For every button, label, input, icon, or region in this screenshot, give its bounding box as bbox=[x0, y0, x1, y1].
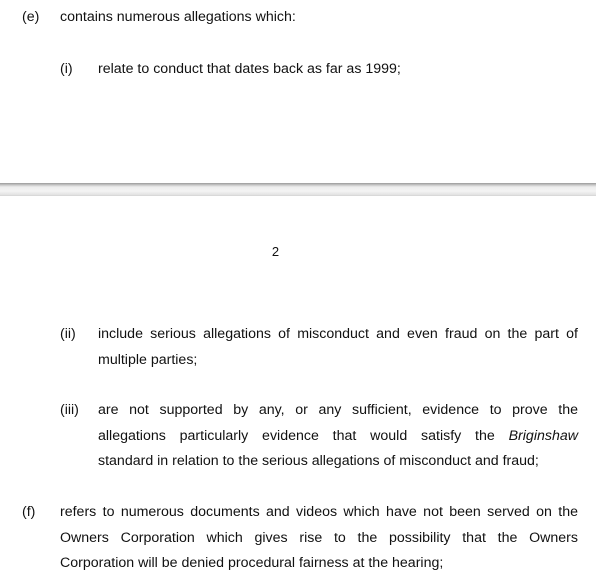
sub-iii-paragraph bbox=[98, 398, 578, 475]
sub-iii-label: (iii) bbox=[60, 402, 79, 418]
sub-ii-line-2: multiple parties; bbox=[98, 351, 198, 368]
item-f-label: (f) bbox=[22, 504, 36, 520]
item-e-text: contains numerous allegations which: bbox=[60, 9, 296, 25]
sub-ii-paragraph bbox=[98, 322, 578, 373]
item-f-line-2: Owners Corporation which gives rise to the possibility that the Owners bbox=[60, 529, 578, 546]
sub-i-text: relate to conduct that dates back as far as 1999; bbox=[98, 61, 401, 77]
sub-iii-line-1: are not supported by any, or any sufficient, evidence to prove the bbox=[98, 402, 578, 418]
sub-i-label: (i) bbox=[60, 61, 73, 77]
sub-iii-line-2-text: allegations particularly evidence that would satisfy the bbox=[98, 427, 509, 444]
page-break-separator bbox=[0, 183, 596, 196]
page-number: 2 bbox=[271, 244, 280, 259]
item-f-line-3: Corporation will be denied procedural fairness at the hearing; bbox=[60, 555, 444, 571]
item-e-label: (e) bbox=[22, 9, 40, 25]
sub-ii-label: (ii) bbox=[60, 326, 76, 342]
document-page-bottom bbox=[0, 196, 596, 586]
document-page-top bbox=[0, 0, 596, 183]
sub-iii-line-2 bbox=[98, 424, 578, 450]
item-f-line-1: refers to numerous documents and videos which have not been served on the bbox=[60, 504, 578, 520]
item-f-paragraph bbox=[60, 500, 578, 577]
sub-ii-line-1: include serious allegations of misconduct and even fraud on the part of bbox=[98, 326, 578, 342]
sub-iii-line-3: standard in relation to the serious allegations of misconduct and fraud; bbox=[98, 453, 539, 469]
briginshaw-italic: Briginshaw bbox=[508, 427, 578, 444]
